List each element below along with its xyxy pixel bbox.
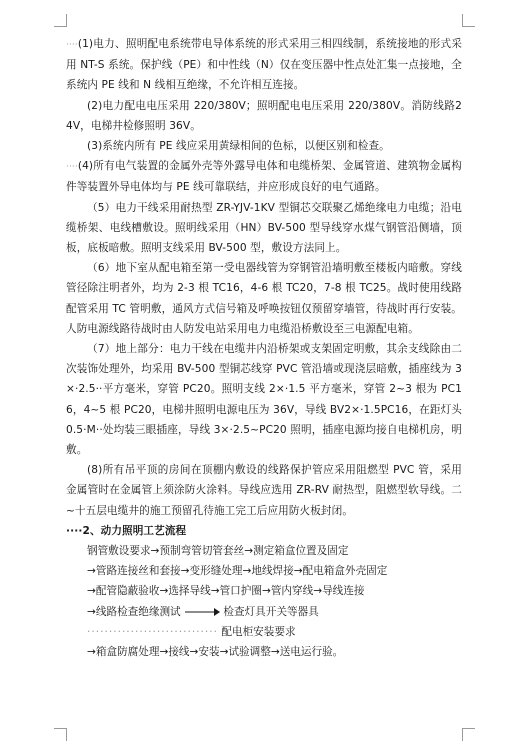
flow-line-3: →配管隐蔽验收→选择导线→管口护圈→管内穿线→导线连接	[87, 585, 365, 598]
flow-step-insulation-test: →线路检查绝缘测试	[87, 605, 181, 618]
crop-mark-top-left	[54, 14, 67, 27]
paragraph-4: ····(4)所有电气装置的金属外壳等外露导电体和电缆桥架、金属管道、建筑物金属构件等装置外导电体均与 PE 线可靠联结，并应形成良好的电气通路。	[66, 160, 462, 194]
flow-dot-leader: ······························	[87, 625, 219, 638]
section-heading: ····2、动力照明工艺流程	[66, 524, 187, 537]
paragraph-2: (2)电力配电电压采用 220/380V；照明配电电压采用 220/380V。消防线路24V，电梯井检修照明 36V。	[66, 99, 462, 132]
flow-step-fixture-check: 检查灯具开关等器具	[223, 605, 319, 618]
crop-mark-top-right	[462, 14, 475, 27]
paragraph-6: （6）地下室从配电箱至第一受电器线管为穿钢管沿墙明敷至楼板内暗敷。穿线管径除注明者外，均为 2-3 根 TC16，4-6 根 TC20，7-8 根 TC25。战时使用线路配管采用 TC 管明敷，通风方式信号箱及呼唤按钮仅预留穿墙管，待战时再行安装。人防电源线路待战时由人防发电站采用电力电缆沿桥敷设至三电源配电箱。	[66, 262, 462, 335]
flow-step-cabinet-install: 配电柜安装要求	[221, 625, 296, 638]
paragraph-5: （5）电力干线采用耐热型 ZR-YJV-1KV 型铜芯交联聚乙烯绝缘电力电缆；沿电缆桥架、电线槽敷设。照明线采用（HN）BV-500 型导线穿水煤气钢管沿侧墙，顶板，底板暗敷。照明支线采用 BV-500 型，敷设方法同上。	[66, 201, 462, 255]
flow-line-4	[66, 602, 462, 622]
process-flow	[66, 541, 462, 662]
paragraph-3: (3)系统内所有 PE 线应采用黄绿相间的色标，以便区别和检查。	[87, 140, 390, 153]
crop-mark-bottom-left	[54, 728, 67, 741]
document-body	[66, 34, 462, 662]
paragraph-1: ····(1)电力、照明配电系统带电导体系统的形式采用三相四线制，系统接地的形式采用 NT-S 系统。保护线（PE）和中性线（N）仅在变压器中性点处汇集一点接地，全系统内 PE 线和 N 线相互绝缘，不允许相互连接。	[66, 38, 462, 92]
flow-line-5	[66, 622, 462, 642]
flow-line-1: 钢管敷设要求→预制弯管切管套丝→测定箱盒位置及固定	[87, 545, 349, 558]
paragraph-8: (8)所有吊平顶的房间在顶棚内敷设的线路保护管应采用阻燃型 PVC 管，采用金属管时在金属管上须涂防火涂料。导线应选用 ZR-RV 耐热型，阻燃型软导线。二~十五层电缆井的施工预留孔待施工完工后应用防火板封闭。	[66, 464, 462, 517]
paragraph-7: （7）地上部分：电力干线在电缆井内沿桥架或支架固定明敷，其余支线除由二次装饰处理外，均采用 BV-500 型铜芯线穿 PVC 管沿墙或现浇层暗敷，插座线为 3×·2.5··平方毫米，穿管 PC20。照明支线 2×·1.5 平方毫米，穿管 2~3 根为 PC16，4~5 根 PC20，电梯井照明电源电压为 36V，导线 BV2×·1.5PC16，在距灯头 0.5·M··处均装三眼插座，导线 3×·2.5~PC20 照明，插座电源均接自电梯机房，明敷。	[66, 343, 462, 457]
flow-line-2: →管路连接丝和套接→变形缝处理→地线焊接→配电箱盒外壳固定	[87, 565, 388, 578]
crop-mark-bottom-right	[462, 728, 475, 741]
flow-arrow-icon	[184, 605, 220, 619]
flow-line-6: →箱盒防腐处理→接线→安装→试验调整→送电运行验。	[87, 646, 344, 659]
